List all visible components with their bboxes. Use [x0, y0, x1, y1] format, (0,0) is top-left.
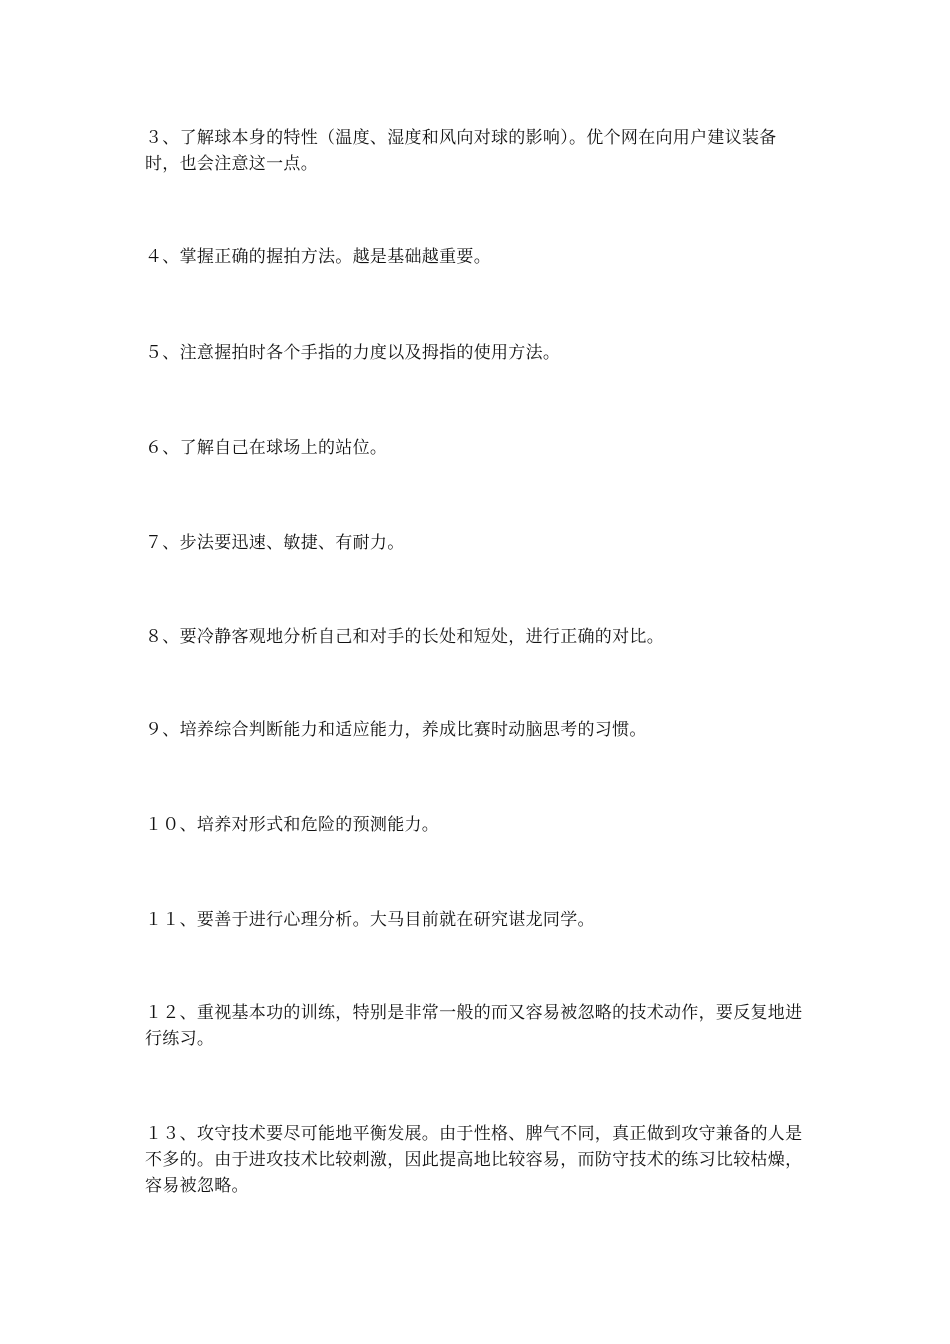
- paragraph-item-6: ６、了解自己在球场上的站位。: [145, 438, 388, 458]
- paragraph-item-11: １１、要善于进行心理分析。大马目前就在研究谌龙同学。: [145, 910, 595, 930]
- paragraph-item-10: １０、培养对形式和危险的预测能力。: [145, 815, 440, 835]
- paragraph-item-13: １３、攻守技术要尽可能地平衡发展。由于性格、脾气不同，真正做到攻守兼备的人是不多的。由于进攻技术比较刺激，因此提高地比较容易，而防守技术的练习比较枯燥，容易被忽略。: [145, 1124, 803, 1196]
- paragraph-item-7: ７、步法要迅速、敏捷、有耐力。: [145, 533, 405, 553]
- paragraph-item-9: ９、培养综合判断能力和适应能力，养成比赛时动脑思考的习惯。: [145, 720, 647, 740]
- paragraph-item-5: ５、注意握拍时各个手指的力度以及拇指的使用方法。: [145, 343, 561, 363]
- paragraph-item-8: ８、要冷静客观地分析自己和对手的长处和短处，进行正确的对比。: [145, 627, 664, 647]
- paragraph-item-3: ３、了解球本身的特性（温度、湿度和风向对球的影响）。优个网在向用户建议装备时，也会注意这一点。: [145, 128, 777, 174]
- paragraph-item-12: １２、重视基本功的训练，特别是非常一般的而又容易被忽略的技术动作，要反复地进行练习。: [145, 1003, 803, 1049]
- paragraph-item-4: ４、掌握正确的握拍方法。越是基础越重要。: [145, 247, 491, 267]
